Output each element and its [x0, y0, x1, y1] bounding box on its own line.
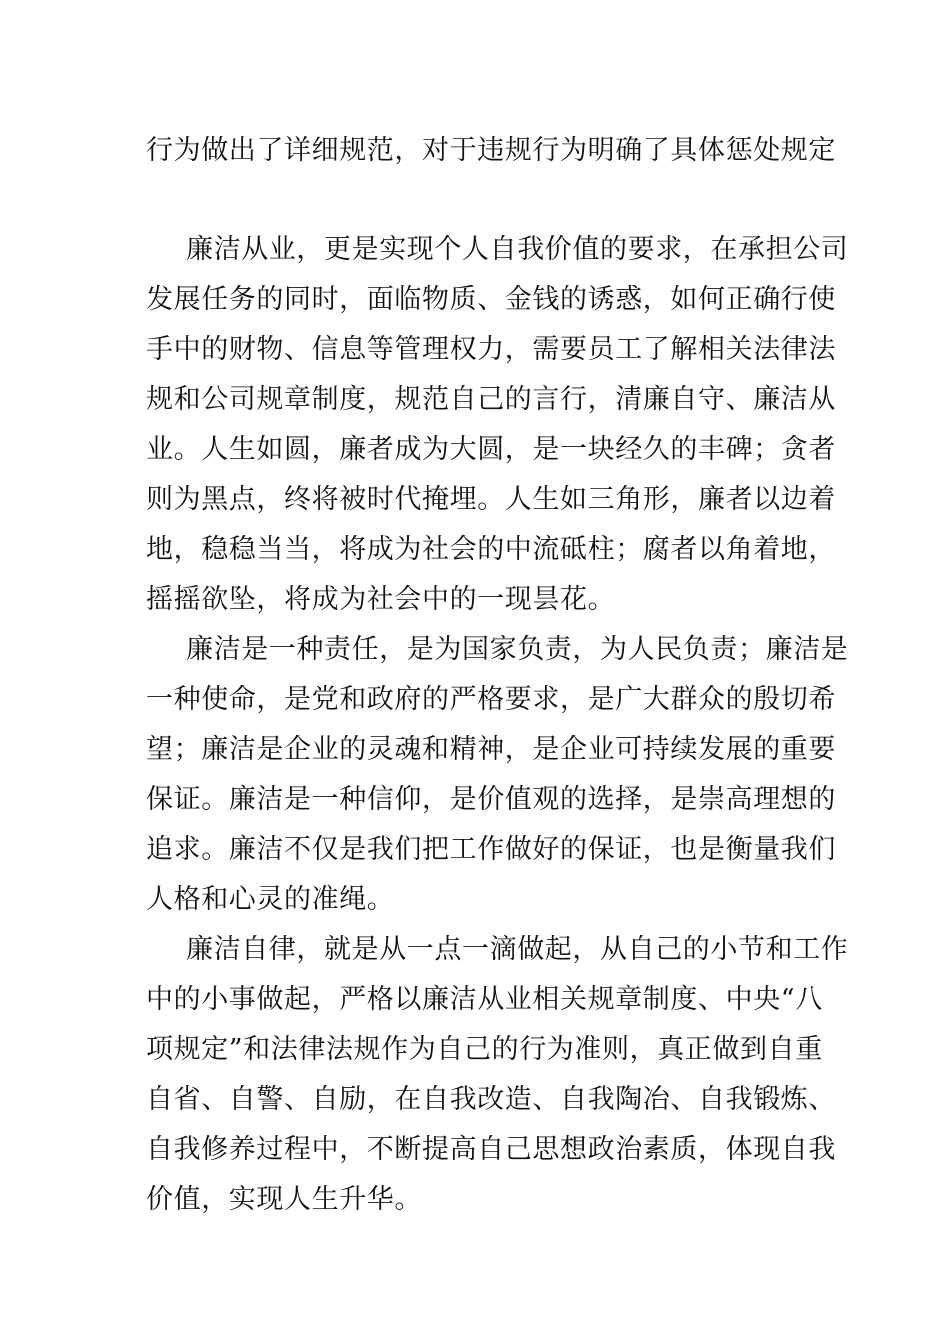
text-line: 业。人生如圆，廉者成为大圆，是一块经久的丰碑；贪者 — [146, 434, 836, 465]
text-line: 摇摇欲坠，将成为社会中的一现昙花。 — [146, 584, 616, 615]
text-line: 行为做出了详细规范，对于违规行为明确了具体惩处规定 — [146, 135, 836, 166]
text-line: 追求。廉洁不仅是我们把工作做好的保证，也是衡量我们 — [146, 834, 836, 865]
text-line: 项规定”和法律法规作为自己的行为准则，真正做到自重 — [146, 1034, 823, 1065]
text-line: 一种使命，是党和政府的严格要求，是广大群众的殷切希 — [146, 684, 836, 715]
text-line: 则为黑点，终将被时代掩埋。人生如三角形，廉者以边着 — [146, 484, 836, 515]
text-line: 中的小事做起，严格以廉洁从业相关规章制度、中央“八 — [146, 984, 823, 1015]
text-line: 保证。廉洁是一种信仰，是价值观的选择，是崇高理想的 — [146, 784, 836, 815]
text-line: 人格和心灵的准绳。 — [146, 884, 395, 915]
paragraph-first-line: 廉洁自律，就是从一点一滴做起，从自己的小节和工作 — [186, 934, 849, 965]
text-line: 规和公司规章制度，规范自己的言行，清廉自守、廉洁从 — [146, 384, 836, 415]
text-line: 自省、自警、自励，在自我改造、自我陶冶、自我锻炼、 — [146, 1084, 836, 1115]
text-line: 发展任务的同时，面临物质、金钱的诱惑，如何正确行使 — [146, 284, 836, 315]
paragraph-first-line: 廉洁从业，更是实现个人自我价值的要求，在承担公司 — [186, 234, 849, 265]
text-line: 望；廉洁是企业的灵魂和精神，是企业可持续发展的重要 — [146, 734, 836, 765]
paragraph-first-line: 廉洁是一种责任，是为国家负责，为人民负责；廉洁是 — [186, 634, 849, 665]
text-line: 手中的财物、信息等管理权力，需要员工了解相关法律法 — [146, 334, 836, 365]
text-line: 地，稳稳当当，将成为社会的中流砥柱；腐者以角着地， — [146, 534, 836, 565]
text-line: 自我修养过程中，不断提高自己思想政治素质，体现自我 — [146, 1134, 836, 1165]
text-line: 价值，实现人生升华。 — [146, 1184, 422, 1215]
